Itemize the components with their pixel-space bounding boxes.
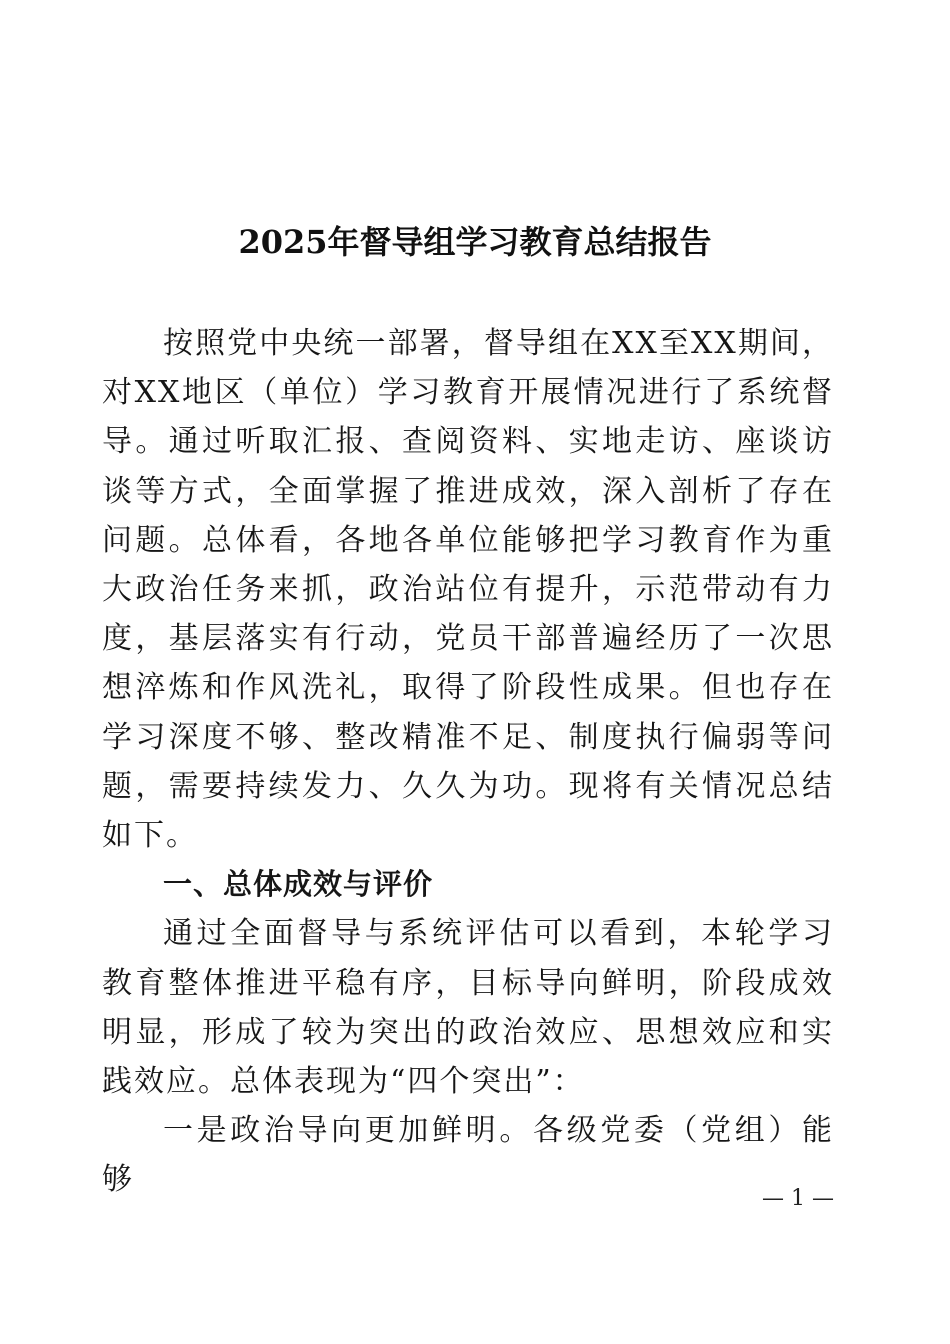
intro-paragraph: 按照党中央统一部署，督导组在XX至XX期间，对XX地区（单位）学习教育开展情况进行了系统督导。通过听取汇报、查阅资料、实地走访、座谈访谈等方式，全面掌握了推进成效，深入剖析了存在问题。总体看，各地各单位能够把学习教育作为重大政治任务来抓，政治站位有提升，示范带动有力度，基层落实有行动，党员干部普遍经历了一次思想淬炼和作风洗礼，取得了阶段性成果。但也存在学习深度不够、整改精准不足、制度执行偏弱等问题，需要持续发力、久久为功。现将有关情况总结如下。 xyxy=(102,326,834,854)
section-paragraph-1: 通过全面督导与系统评估可以看到，本轮学习教育整体推进平稳有序，目标导向鲜明，阶段成效明显，形成了较为突出的政治效应、思想效应和实践效应。总体表现为“四个突出”： xyxy=(102,916,834,1100)
section-heading: 一、总体成效与评价 xyxy=(163,867,434,902)
document-title: 2025年督导组学习教育总结报告 xyxy=(238,223,712,261)
page-number: — 1 — xyxy=(762,1186,834,1211)
section-paragraph-2: 一是政治导向更加鲜明。各级党委（党组）能够 xyxy=(102,1113,834,1198)
document-body xyxy=(102,319,834,1205)
